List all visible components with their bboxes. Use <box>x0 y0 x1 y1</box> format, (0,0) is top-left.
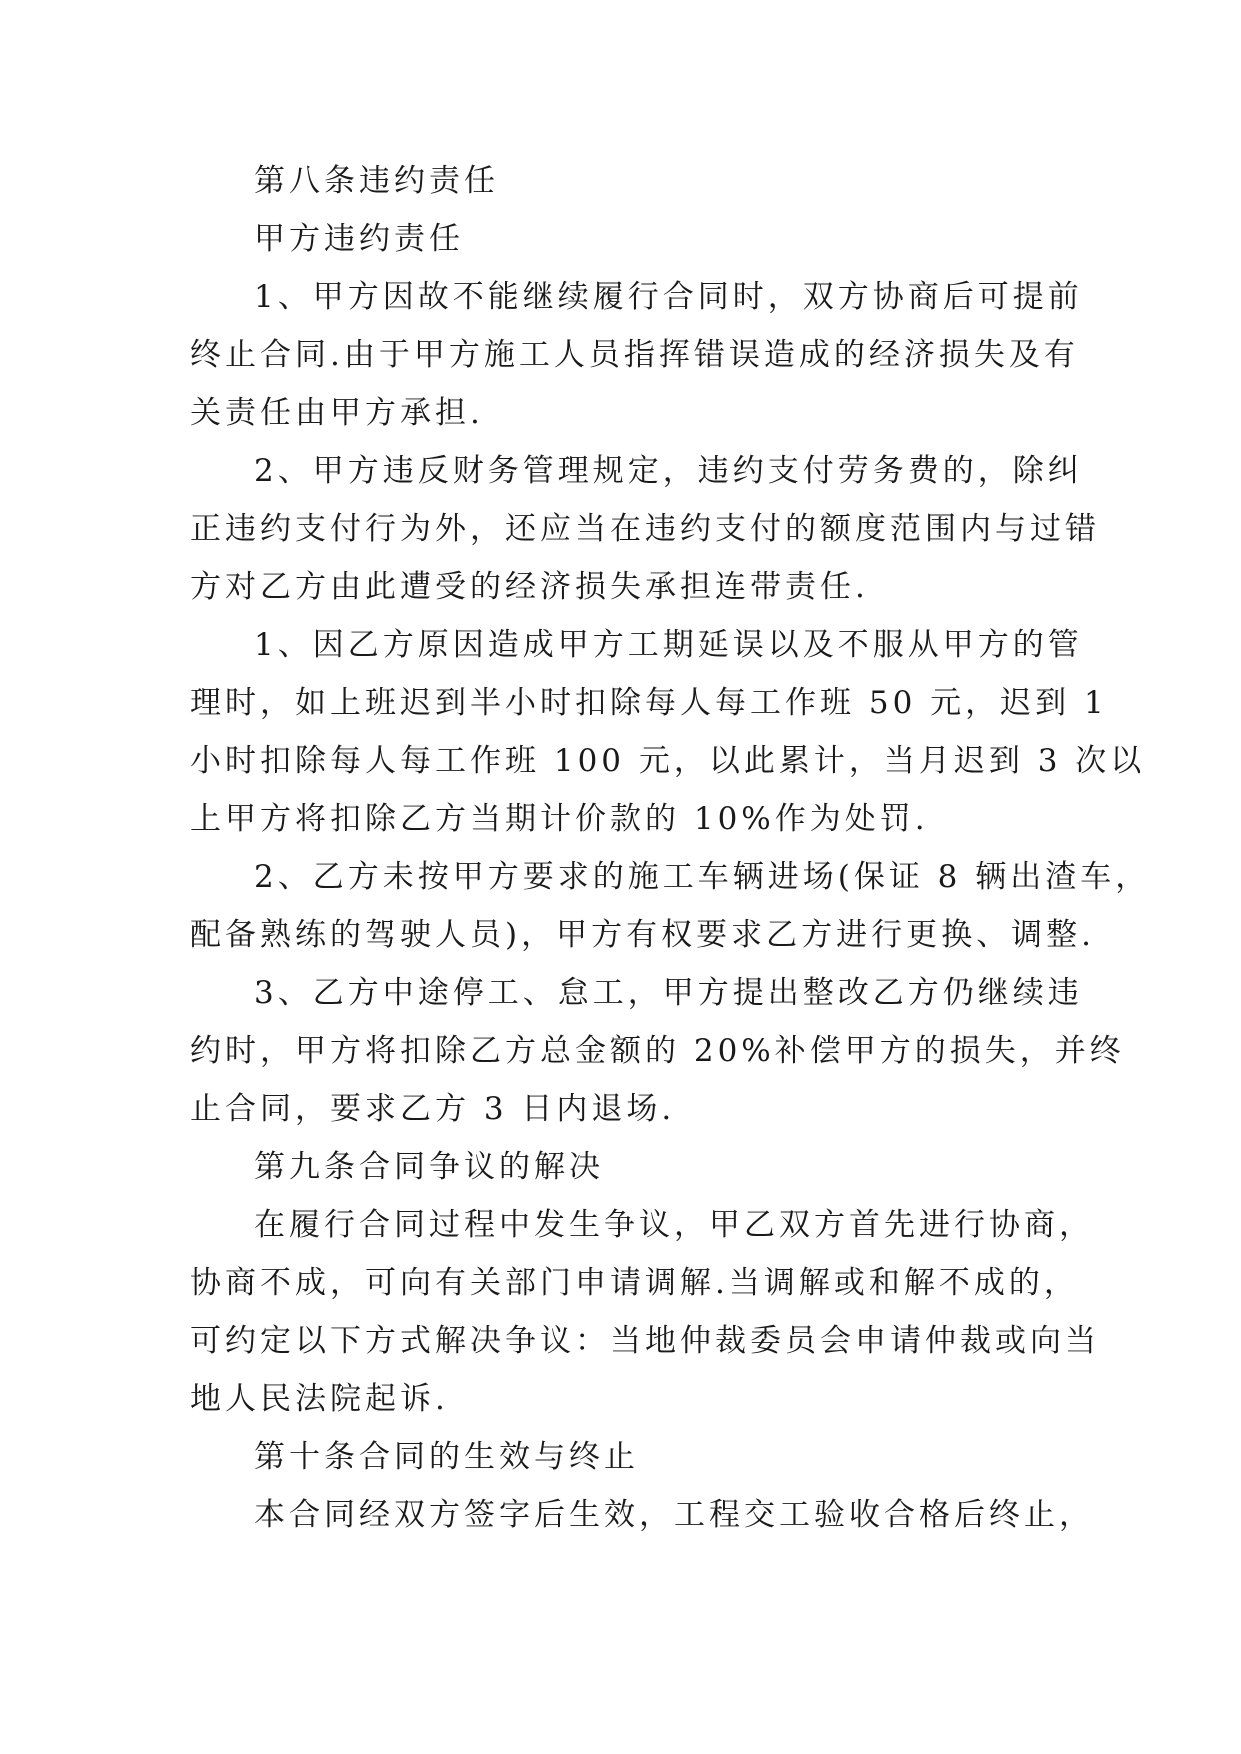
text-line: 约时，甲方将扣除乙方总金额的 20%补偿甲方的损失，并终 <box>190 1033 1125 1069</box>
text-line: 本合同经双方签字后生效，工程交工验收合格后终止， <box>254 1497 1094 1533</box>
text-line: 协商不成，可向有关部门申请调解.当调解或和解不成的， <box>190 1265 1079 1301</box>
text-line: 终止合同.由于甲方施工人员指挥错误造成的经济损失及有 <box>190 337 1079 373</box>
text-line: 2、乙方未按甲方要求的施工车辆进场(保证 8 辆出渣车， <box>254 859 1151 895</box>
text-line: 2、甲方违反财务管理规定，违约支付劳务费的，除纠 <box>254 453 1083 489</box>
text-line: 配备熟练的驾驶人员)，甲方有权要求乙方进行更换、调整. <box>190 917 1095 953</box>
text-line: 上甲方将扣除乙方当期计价款的 10%作为处罚. <box>190 801 929 837</box>
subheading-party-a-liability: 甲方违约责任 <box>254 221 464 257</box>
text-line: 1、甲方因故不能继续履行合同时，双方协商后可提前 <box>254 279 1083 315</box>
text-line: 正违约支付行为外，还应当在违约支付的额度范围内与过错 <box>190 511 1100 547</box>
section-heading-article-10: 第十条合同的生效与终止 <box>254 1439 639 1475</box>
text-line: 方对乙方由此遭受的经济损失承担连带责任. <box>190 569 869 605</box>
text-line: 可约定以下方式解决争议：当地仲裁委员会申请仲裁或向当 <box>190 1323 1100 1359</box>
text-line: 关责任由甲方承担. <box>190 395 484 431</box>
section-heading-article-9: 第九条合同争议的解决 <box>254 1149 604 1185</box>
text-line: 在履行合同过程中发生争议，甲乙双方首先进行协商， <box>254 1207 1094 1243</box>
document-body <box>190 152 1151 1544</box>
text-line: 地人民法院起诉. <box>190 1381 449 1417</box>
text-line: 小时扣除每人每工作班 100 元，以此累计，当月迟到 3 次以 <box>190 743 1146 779</box>
text-line: 止合同，要求乙方 3 日内退场. <box>190 1091 676 1127</box>
text-line: 3、乙方中途停工、怠工，甲方提出整改乙方仍继续违 <box>254 975 1083 1011</box>
section-heading-article-8: 第八条违约责任 <box>254 163 499 199</box>
text-line: 1、因乙方原因造成甲方工期延误以及不服从甲方的管 <box>254 627 1083 663</box>
text-line: 理时，如上班迟到半小时扣除每人每工作班 50 元，迟到 1 <box>190 685 1108 721</box>
